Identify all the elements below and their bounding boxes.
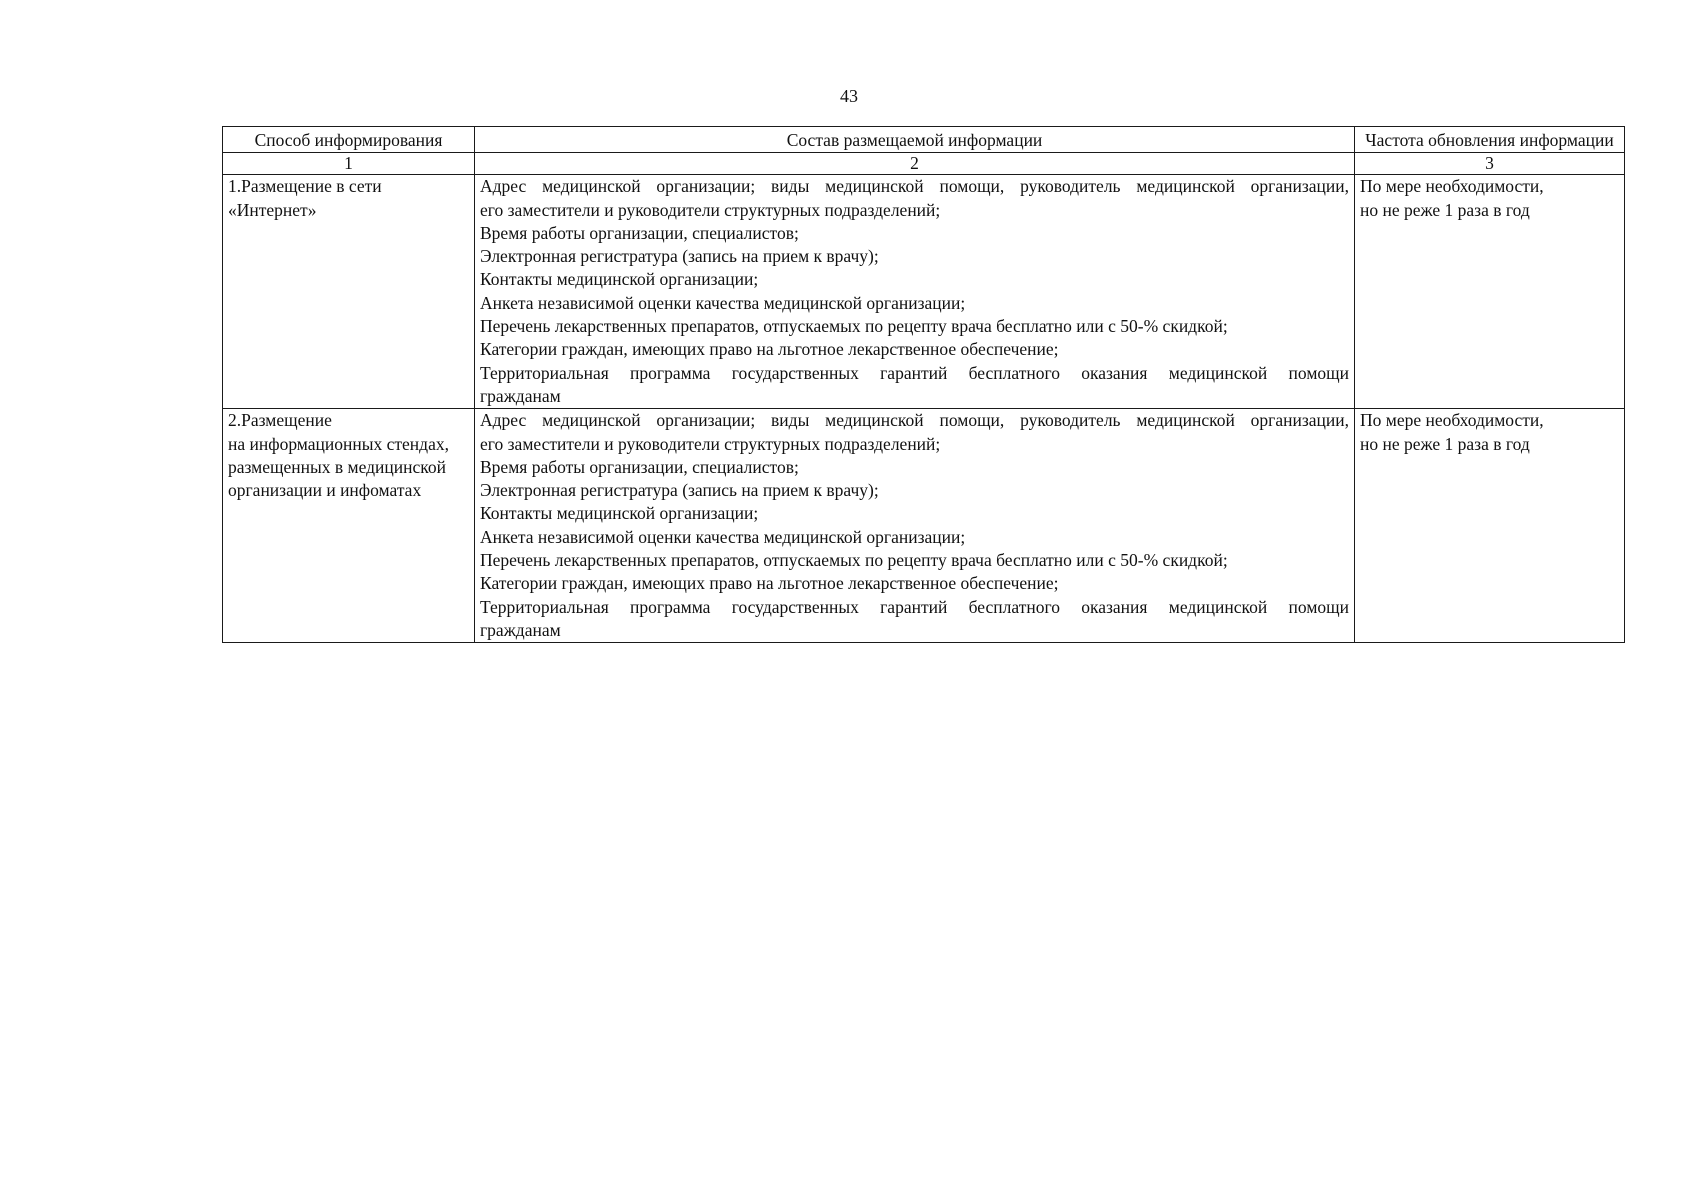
- method-line: организации и инфоматах: [228, 480, 422, 501]
- content-line: Категории граждан, имеющих право на льготное лекарственное обеспечение;: [480, 573, 1059, 594]
- content-line: Анкета независимой оценки качества медицинской организации;: [480, 292, 966, 313]
- column-number-3: 3: [1355, 153, 1625, 175]
- frequency-line: По мере необходимости,: [1360, 176, 1544, 197]
- table-row: [223, 409, 1625, 643]
- method-cell: [223, 409, 475, 643]
- content-line: Время работы организации, специалистов;: [480, 222, 799, 243]
- frequency-line: но не реже 1 раза в год: [1360, 433, 1530, 454]
- content-line: гражданам: [480, 619, 561, 640]
- frequency-line: но не реже 1 раза в год: [1360, 199, 1530, 220]
- table-row: [223, 175, 1625, 409]
- method-line: на информационных стендах,: [228, 433, 449, 454]
- content-line: Электронная регистратура (запись на прием к врачу);: [480, 246, 879, 267]
- method-line: 1.Размещение в сети: [228, 176, 382, 197]
- column-number-1: 1: [223, 153, 475, 175]
- content-line: Перечень лекарственных препаратов, отпускаемых по рецепту врача бесплатно или с 50-% скидкой;: [480, 550, 1228, 571]
- content-line: его заместители и руководители структурных подразделений;: [480, 199, 941, 220]
- header-method: Способ информирования: [223, 127, 475, 153]
- content-line: Территориальная программа государственных гарантий бесплатного оказания медицинской помощи: [480, 596, 1349, 617]
- frequency-cell: [1355, 409, 1625, 643]
- content-line: Электронная регистратура (запись на прием к врачу);: [480, 480, 879, 501]
- column-number-row: [223, 153, 1625, 175]
- method-line: «Интернет»: [228, 199, 317, 220]
- information-methods-table: [222, 126, 1625, 643]
- method-line: размещенных в медицинской: [228, 456, 446, 477]
- content-line: Контакты медицинской организации;: [480, 503, 759, 524]
- content-line: Контакты медицинской организации;: [480, 269, 759, 290]
- method-line: 2.Размещение: [228, 410, 332, 431]
- page-number: 43: [840, 86, 858, 106]
- column-number-2: 2: [475, 153, 1355, 175]
- content-line: Перечень лекарственных препаратов, отпускаемых по рецепту врача бесплатно или с 50-% скидкой;: [480, 316, 1228, 337]
- content-line: Анкета независимой оценки качества медицинской организации;: [480, 526, 966, 547]
- header-content: Состав размещаемой информации: [475, 127, 1355, 153]
- content-line: Время работы организации, специалистов;: [480, 456, 799, 477]
- frequency-cell: [1355, 175, 1625, 409]
- content-line: его заместители и руководители структурных подразделений;: [480, 433, 941, 454]
- table-header-row: [223, 127, 1625, 153]
- method-cell: [223, 175, 475, 409]
- content-cell: [475, 409, 1355, 643]
- content-cell: [475, 175, 1355, 409]
- content-line: Адрес медицинской организации; виды медицинской помощи, руководитель медицинской организации,: [480, 176, 1349, 197]
- frequency-line: По мере необходимости,: [1360, 410, 1544, 431]
- content-line: Категории граждан, имеющих право на льготное лекарственное обеспечение;: [480, 339, 1059, 360]
- content-line: гражданам: [480, 385, 561, 406]
- content-line: Территориальная программа государственных гарантий бесплатного оказания медицинской помощи: [480, 362, 1349, 383]
- header-frequency: Частота обновления информации: [1355, 127, 1625, 153]
- content-line: Адрес медицинской организации; виды медицинской помощи, руководитель медицинской организации,: [480, 410, 1349, 431]
